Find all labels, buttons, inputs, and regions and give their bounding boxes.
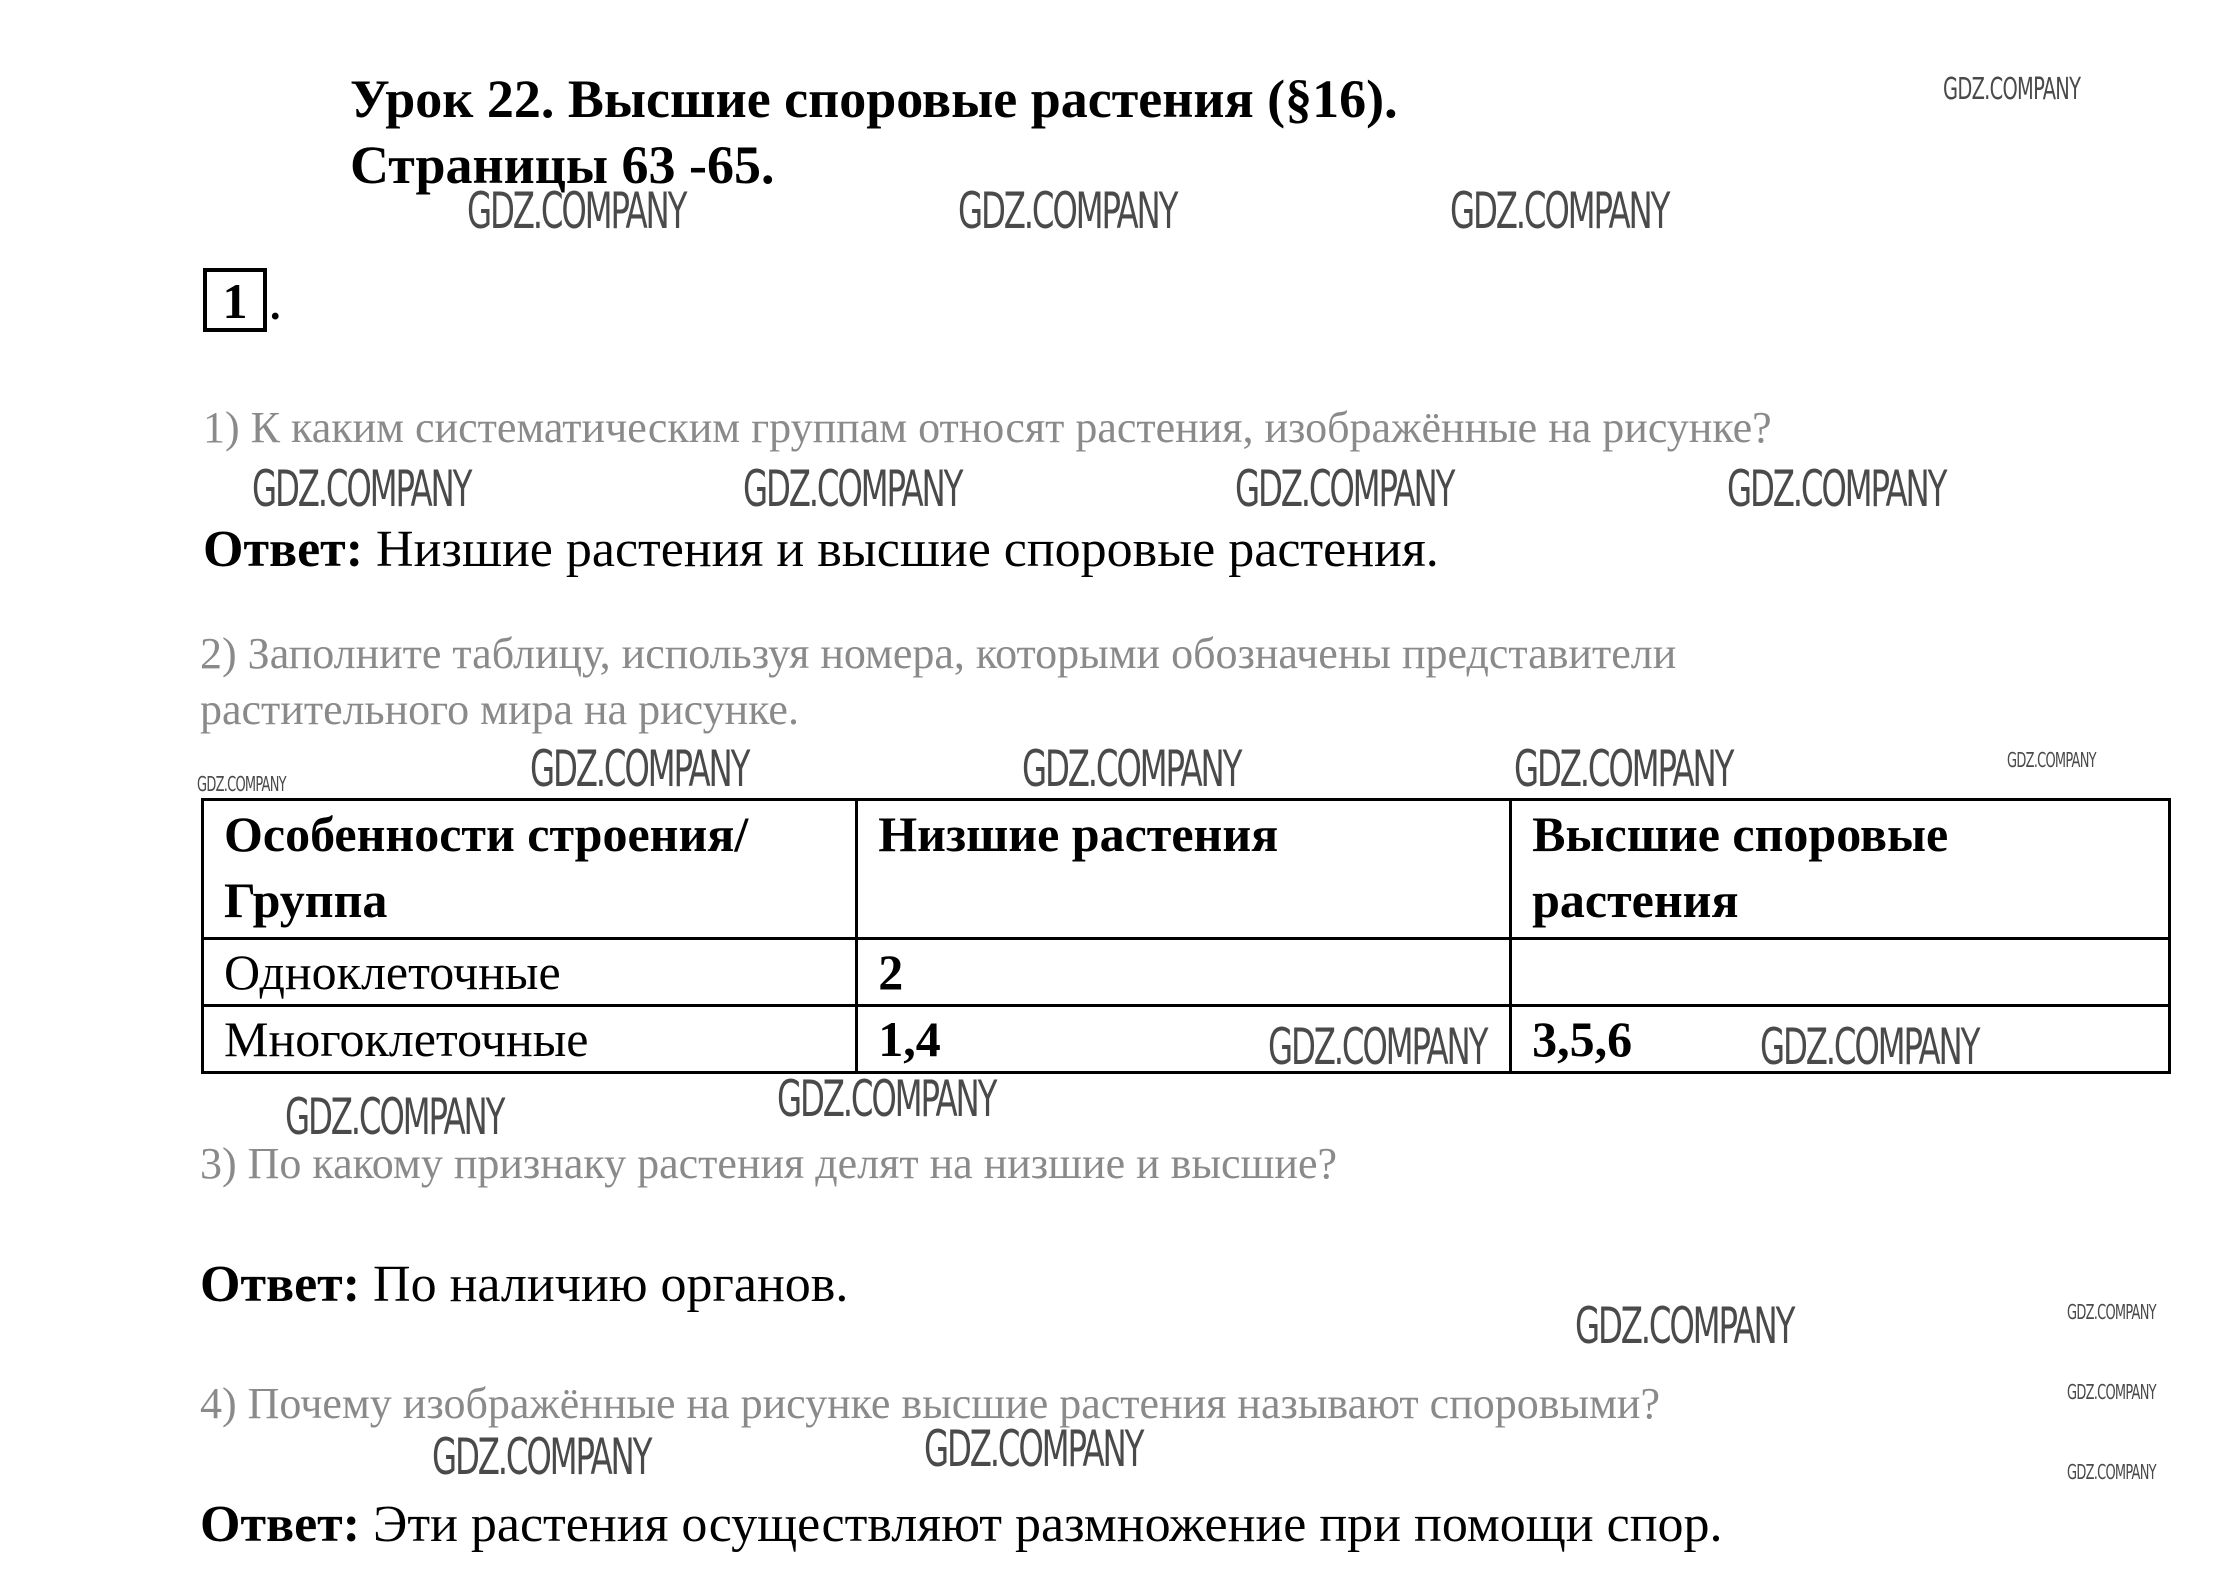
answer-3-text: По наличию органов.: [373, 1256, 849, 1313]
table-cell: 2: [857, 939, 1511, 1006]
watermark: GDZ.COMPANY: [432, 1428, 651, 1486]
question-3: 3) По какому признаку растения делят на низшие и высшие?: [200, 1139, 1338, 1188]
watermark: GDZ.COMPANY: [1514, 740, 1733, 798]
watermark: GDZ.COMPANY: [924, 1420, 1143, 1478]
answer-4: [200, 1495, 1723, 1554]
watermark: GDZ.COMPANY: [1760, 1018, 1979, 1076]
watermark: GDZ.COMPANY: [467, 182, 686, 240]
watermark: GDZ.COMPANY: [1575, 1297, 1794, 1355]
watermark: GDZ.COMPANY: [2067, 1300, 2156, 1324]
watermark: GDZ.COMPANY: [285, 1088, 504, 1146]
table-header-cell: Низшие растения: [857, 800, 1511, 939]
page-title: Урок 22. Высшие споровые растения (§16).: [350, 69, 1398, 129]
table-cell: 1,4: [857, 1006, 1511, 1073]
watermark: GDZ.COMPANY: [958, 182, 1177, 240]
question-1: 1) К каким систематическим группам относят растения, изображённые на рисунке?: [203, 403, 1772, 452]
table-cell: [1511, 939, 2170, 1006]
table-cell: Одноклеточные: [203, 939, 857, 1006]
answer-1-text: Низшие растения и высшие споровые растения.: [376, 521, 1439, 578]
watermark: GDZ.COMPANY: [197, 772, 286, 796]
answer-4-label: Ответ:: [200, 1496, 361, 1553]
table-header-cell: Особенности строения/Группа: [203, 800, 857, 939]
table-row: [203, 939, 2170, 1006]
watermark: GDZ.COMPANY: [1022, 740, 1241, 798]
watermark: GDZ.COMPANY: [530, 740, 749, 798]
task-number-box: 1: [203, 268, 267, 332]
watermark: GDZ.COMPANY: [1943, 72, 2081, 107]
table-header-row: [203, 800, 2170, 939]
answer-4-text: Эти растения осуществляют размножение при помощи спор.: [373, 1496, 1723, 1553]
answer-3-label: Ответ:: [200, 1256, 361, 1313]
watermark: GDZ.COMPANY: [743, 460, 962, 518]
question-2-line-2: растительного мира на рисунке.: [200, 685, 799, 734]
answer-1-label: Ответ:: [203, 521, 364, 578]
table-cell: 3,5,6: [1511, 1006, 2170, 1073]
watermark: GDZ.COMPANY: [1450, 182, 1669, 240]
table-header-cell: Высшие споровые растения: [1511, 800, 2170, 939]
watermark: GDZ.COMPANY: [2067, 1460, 2156, 1484]
watermark: GDZ.COMPANY: [1268, 1018, 1487, 1076]
question-4: 4) Почему изображённые на рисунке высшие растения называют споровыми?: [200, 1379, 1660, 1428]
question-2-line-1: 2) Заполните таблицу, используя номера, которыми обозначены представители: [200, 629, 1677, 678]
task-number-dot: .: [270, 283, 281, 329]
answer-3: [200, 1255, 848, 1314]
watermark: GDZ.COMPANY: [252, 460, 471, 518]
page-subtitle: Страницы 63 -65.: [350, 135, 775, 195]
watermark: GDZ.COMPANY: [1235, 460, 1454, 518]
watermark: GDZ.COMPANY: [1727, 460, 1946, 518]
watermark: GDZ.COMPANY: [2067, 1380, 2156, 1404]
table-cell: Многоклеточные: [203, 1006, 857, 1073]
answer-1: [203, 520, 1439, 579]
watermark: GDZ.COMPANY: [2007, 748, 2096, 772]
watermark: GDZ.COMPANY: [777, 1070, 996, 1128]
